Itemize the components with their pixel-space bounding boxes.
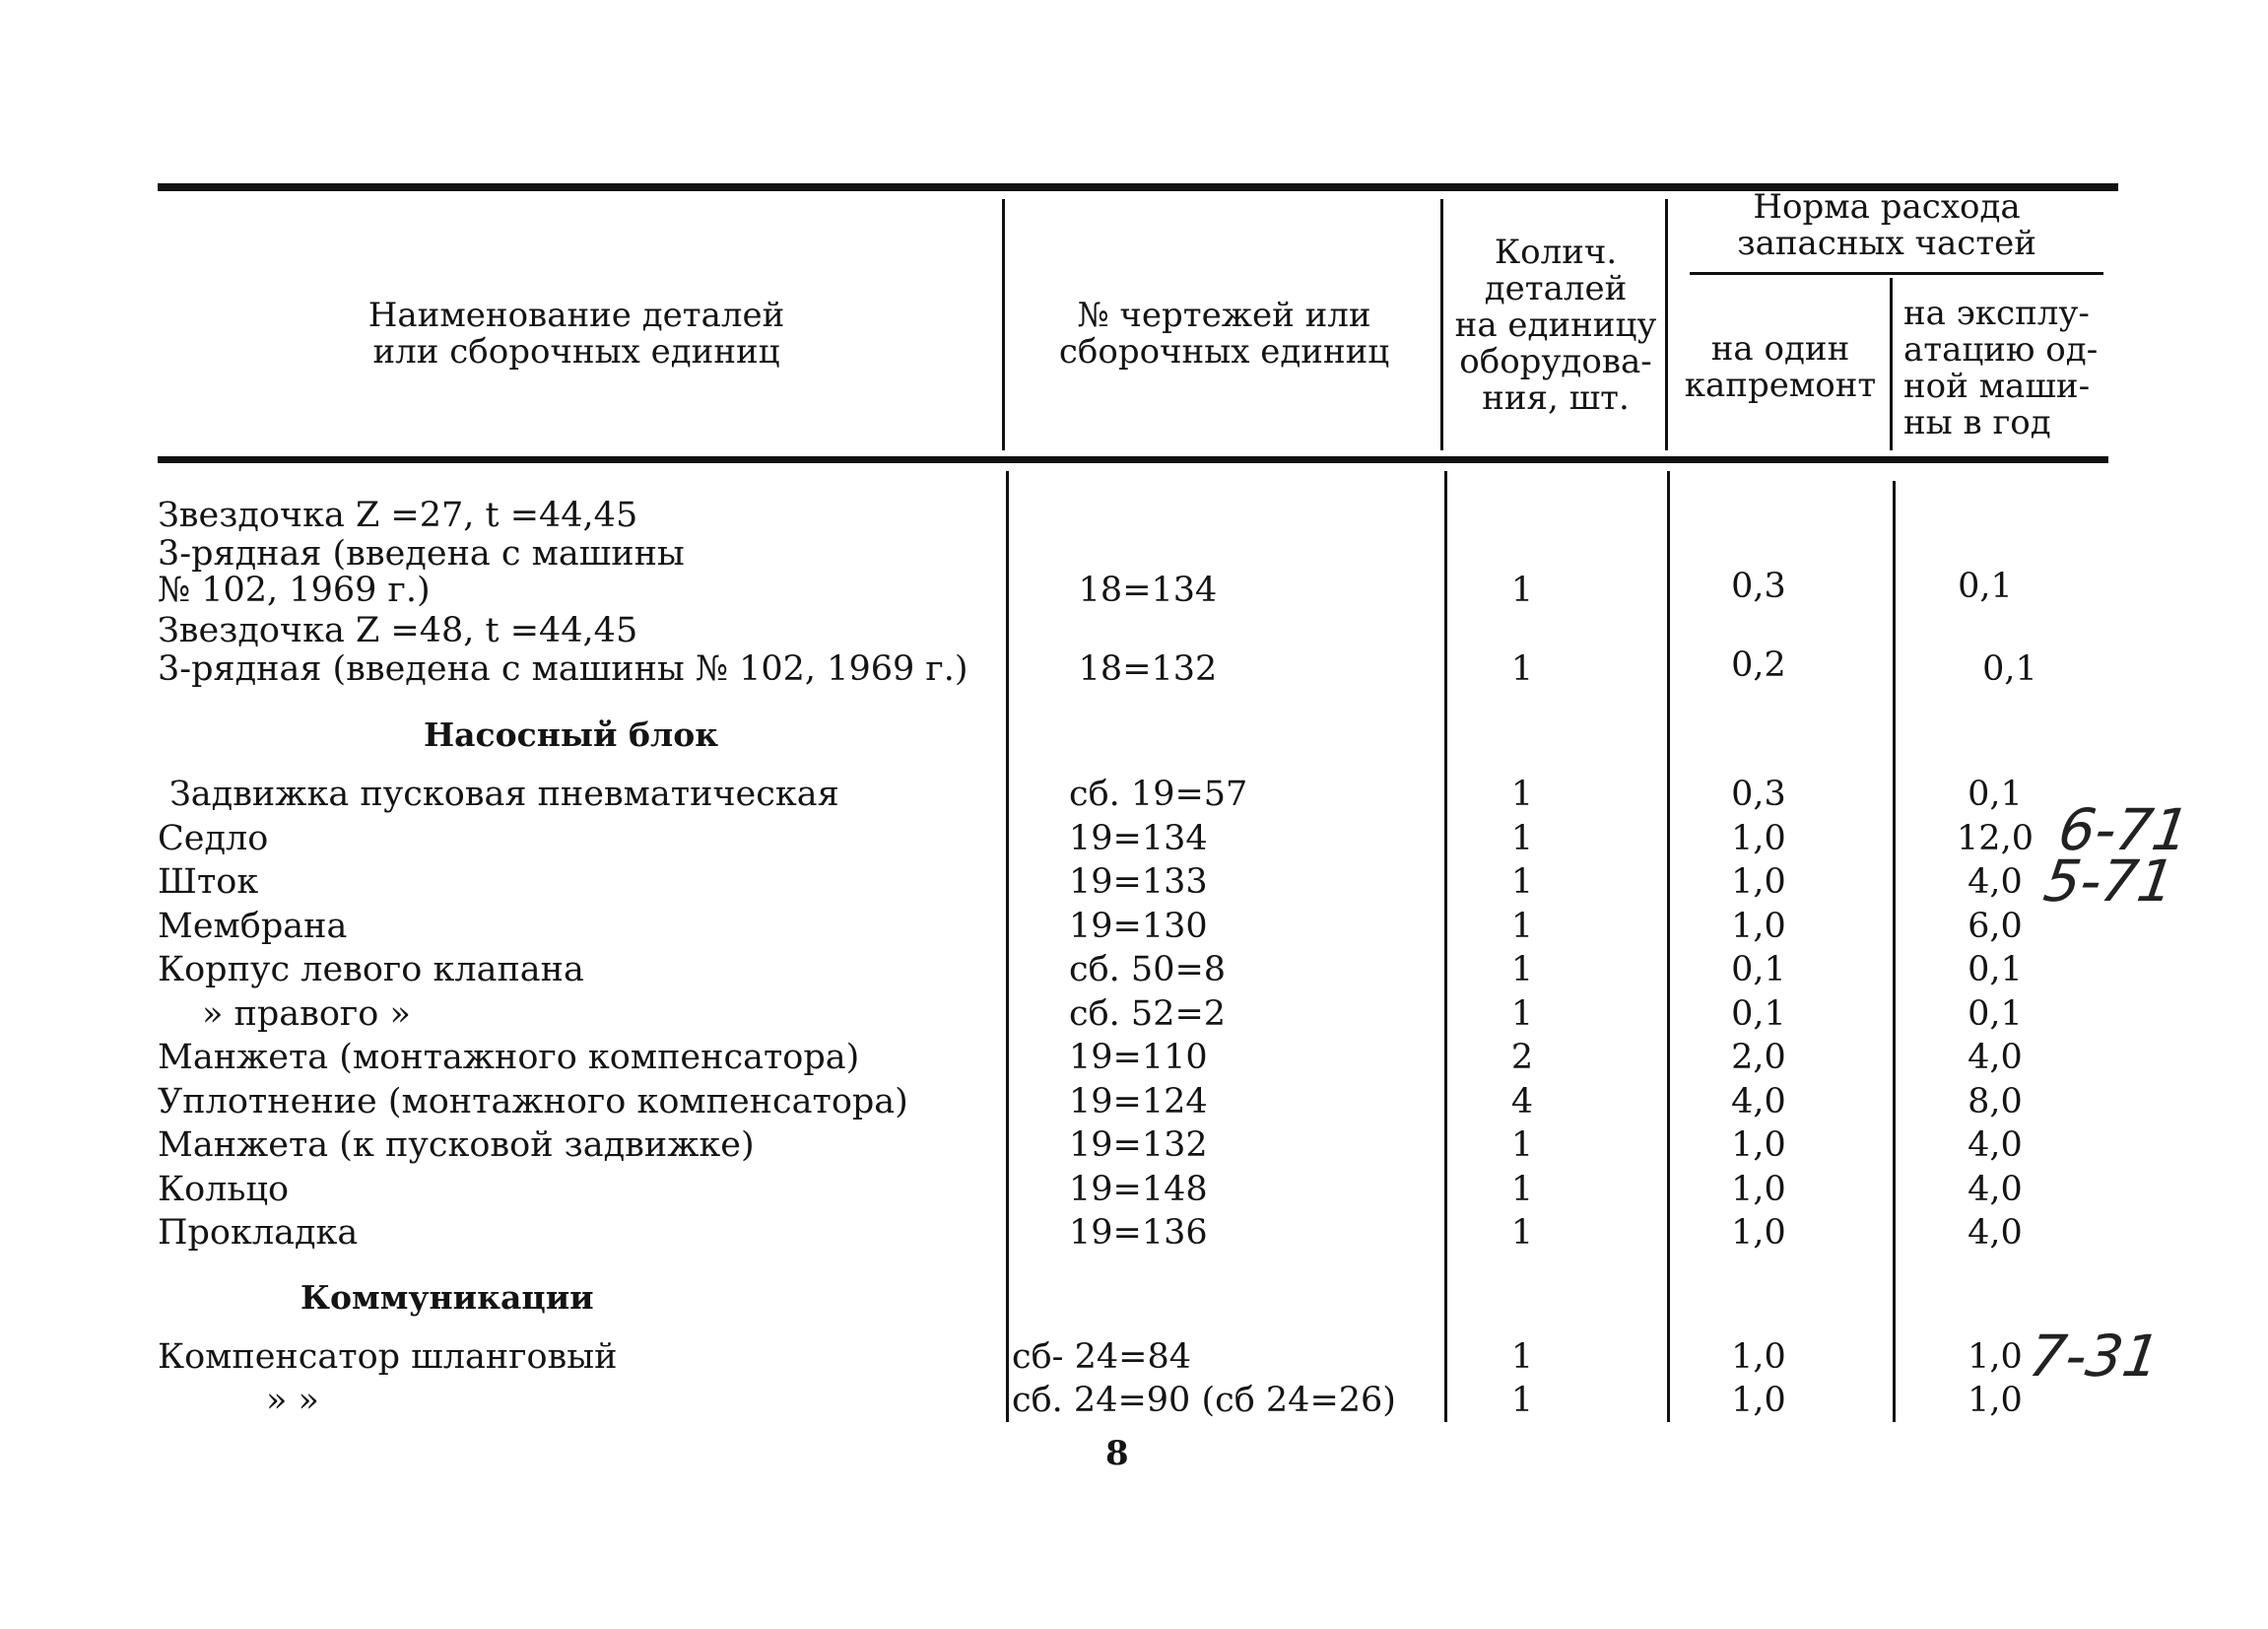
- pump-row-10-repair: 1,0: [1731, 1169, 1786, 1209]
- pump-row-4-drawing: 19=130: [1069, 906, 1208, 946]
- pump-row-7-name: Манжета (монтажного компенсатора): [158, 1038, 860, 1077]
- row-1-drawing: 18=134: [1078, 571, 1218, 610]
- handwritten-note-2: 5-71: [2039, 848, 2179, 915]
- pump-row-1-repair: 0,3: [1731, 775, 1786, 814]
- pump-row-9-qty: 1: [1510, 1125, 1534, 1165]
- row-2-name-line2: 3-рядная (введена с машины № 102, 1969 г.): [158, 649, 968, 689]
- pump-row-8-name: Уплотнение (монтажного компенсатора): [158, 1081, 908, 1121]
- pump-row-11-year: 4,0: [1968, 1213, 2023, 1253]
- row-2-qty: 1: [1510, 649, 1534, 689]
- pump-row-9-year: 4,0: [1968, 1125, 2023, 1165]
- header-bottom-rule: [158, 456, 2108, 463]
- pump-row-1-year: 0,1: [1968, 775, 2023, 814]
- norm-subheader-rule: [1690, 272, 2103, 275]
- body-divider-qty-norm: [1667, 471, 1670, 1422]
- divider-repair-year: [1890, 278, 1893, 450]
- row-1-name-line3: № 102, 1969 г.): [158, 571, 431, 610]
- pump-row-11-qty: 1: [1510, 1213, 1534, 1253]
- comm-row-2-year: 1,0: [1968, 1381, 2023, 1420]
- row-1-repair: 0,3: [1731, 567, 1786, 606]
- comm-row-2-name: » »: [266, 1381, 319, 1420]
- pump-row-2-drawing: 19=134: [1069, 818, 1208, 858]
- pump-row-11-name: Прокладка: [158, 1213, 359, 1253]
- pump-row-2-year: 12,0: [1957, 818, 2034, 858]
- pump-row-4-year: 6,0: [1968, 906, 2023, 946]
- header-norm: Норма расхода запасных частей: [1737, 187, 2036, 263]
- pump-row-10-drawing: 19=148: [1069, 1169, 1208, 1209]
- comm-row-1-name: Компенсатор шланговый: [158, 1337, 618, 1377]
- page-number: 8: [1105, 1434, 1129, 1473]
- pump-row-5-name: Корпус левого клапана: [158, 950, 584, 989]
- pump-row-1-drawing: сб. 19=57: [1069, 775, 1248, 814]
- pump-row-1-qty: 1: [1510, 775, 1534, 814]
- pump-row-8-drawing: 19=124: [1069, 1081, 1208, 1121]
- pump-row-10-name: Кольцо: [158, 1169, 290, 1209]
- pump-row-6-drawing: сб. 52=2: [1069, 993, 1227, 1034]
- pump-row-5-repair: 0,1: [1731, 950, 1786, 989]
- body-divider-name-drawing: [1006, 471, 1009, 1422]
- pump-row-10-year: 4,0: [1968, 1169, 2023, 1209]
- body-divider-drawing-qty: [1444, 471, 1447, 1422]
- row-1-year: 0,1: [1958, 567, 2013, 606]
- handwritten-note-1: 6-71: [2054, 796, 2194, 863]
- pump-row-7-year: 4,0: [1968, 1038, 2023, 1077]
- handwritten-note-3: 7-31: [2025, 1323, 2165, 1390]
- pump-row-7-drawing: 19=110: [1069, 1038, 1208, 1077]
- pump-row-6-qty: 1: [1510, 993, 1534, 1034]
- pump-row-2-name: Седло: [158, 818, 269, 858]
- divider-drawing-qty: [1440, 199, 1443, 450]
- section-pump-title: Насосный блок: [424, 715, 719, 754]
- divider-qty-norm: [1665, 199, 1668, 450]
- pump-row-3-drawing: 19=133: [1069, 862, 1208, 902]
- header-year: на эксплу- атацию од- ной маши- ны в год: [1903, 294, 2099, 442]
- section-comm-title: Коммуникации: [300, 1278, 594, 1317]
- pump-row-3-qty: 1: [1510, 862, 1534, 902]
- pump-row-9-drawing: 19=132: [1069, 1125, 1208, 1165]
- pump-row-5-drawing: сб. 50=8: [1069, 950, 1227, 989]
- pump-row-6-year: 0,1: [1968, 993, 2023, 1034]
- pump-row-8-repair: 4,0: [1731, 1081, 1786, 1121]
- row-2-name-line1: Звездочка Z =48, t =44,45: [158, 611, 638, 650]
- pump-row-11-repair: 1,0: [1731, 1213, 1786, 1253]
- row-2-repair: 0,2: [1731, 645, 1786, 685]
- comm-row-2-repair: 1,0: [1731, 1381, 1786, 1420]
- comm-row-1-repair: 1,0: [1731, 1337, 1786, 1377]
- pump-row-3-name: Шток: [158, 862, 259, 902]
- row-1-name-line1: Звездочка Z =27, t =44,45: [158, 496, 638, 535]
- row-2-drawing: 18=132: [1078, 649, 1218, 689]
- pump-row-4-repair: 1,0: [1731, 906, 1786, 946]
- comm-row-2-qty: 1: [1510, 1381, 1534, 1420]
- pump-row-9-name: Манжета (к пусковой задвижке): [158, 1125, 755, 1165]
- comm-row-2-drawing: сб. 24=90 (сб 24=26): [1012, 1381, 1396, 1420]
- header-repair: на один капремонт: [1684, 329, 1877, 405]
- comm-row-1-qty: 1: [1510, 1337, 1534, 1377]
- header-qty: Колич. деталей на единицу оборудова- ния, шт.: [1454, 233, 1657, 418]
- pump-row-6-name: » правого »: [202, 993, 411, 1034]
- pump-row-4-name: Мембрана: [158, 906, 348, 946]
- row-1-qty: 1: [1510, 571, 1534, 610]
- pump-row-2-repair: 1,0: [1731, 818, 1786, 858]
- pump-row-10-qty: 1: [1510, 1169, 1534, 1209]
- pump-row-11-drawing: 19=136: [1069, 1213, 1208, 1253]
- row-2-year: 0,1: [1982, 649, 2037, 689]
- pump-row-5-qty: 1: [1510, 950, 1534, 989]
- pump-row-5-year: 0,1: [1968, 950, 2023, 989]
- pump-row-4-qty: 1: [1510, 906, 1534, 946]
- pump-row-3-year: 4,0: [1968, 862, 2023, 902]
- pump-row-1-name: Задвижка пусковая пневматическая: [169, 775, 839, 814]
- pump-row-8-qty: 4: [1510, 1081, 1534, 1121]
- header-drawing: № чертежей или сборочных единиц: [1058, 296, 1390, 372]
- pump-row-3-repair: 1,0: [1731, 862, 1786, 902]
- pump-row-9-repair: 1,0: [1731, 1125, 1786, 1165]
- pump-row-7-repair: 2,0: [1731, 1038, 1786, 1077]
- row-1-name-line2: 3-рядная (введена с машины: [158, 534, 685, 574]
- divider-name-drawing: [1002, 199, 1005, 450]
- pump-row-7-qty: 2: [1510, 1038, 1534, 1077]
- comm-row-1-year: 1,0: [1968, 1337, 2023, 1377]
- pump-row-8-year: 8,0: [1968, 1081, 2023, 1121]
- header-name: Наименование деталей или сборочных единиц: [367, 296, 785, 372]
- comm-row-1-drawing: сб- 24=84: [1012, 1337, 1192, 1377]
- pump-row-6-repair: 0,1: [1731, 993, 1786, 1034]
- pump-row-2-qty: 1: [1510, 818, 1534, 858]
